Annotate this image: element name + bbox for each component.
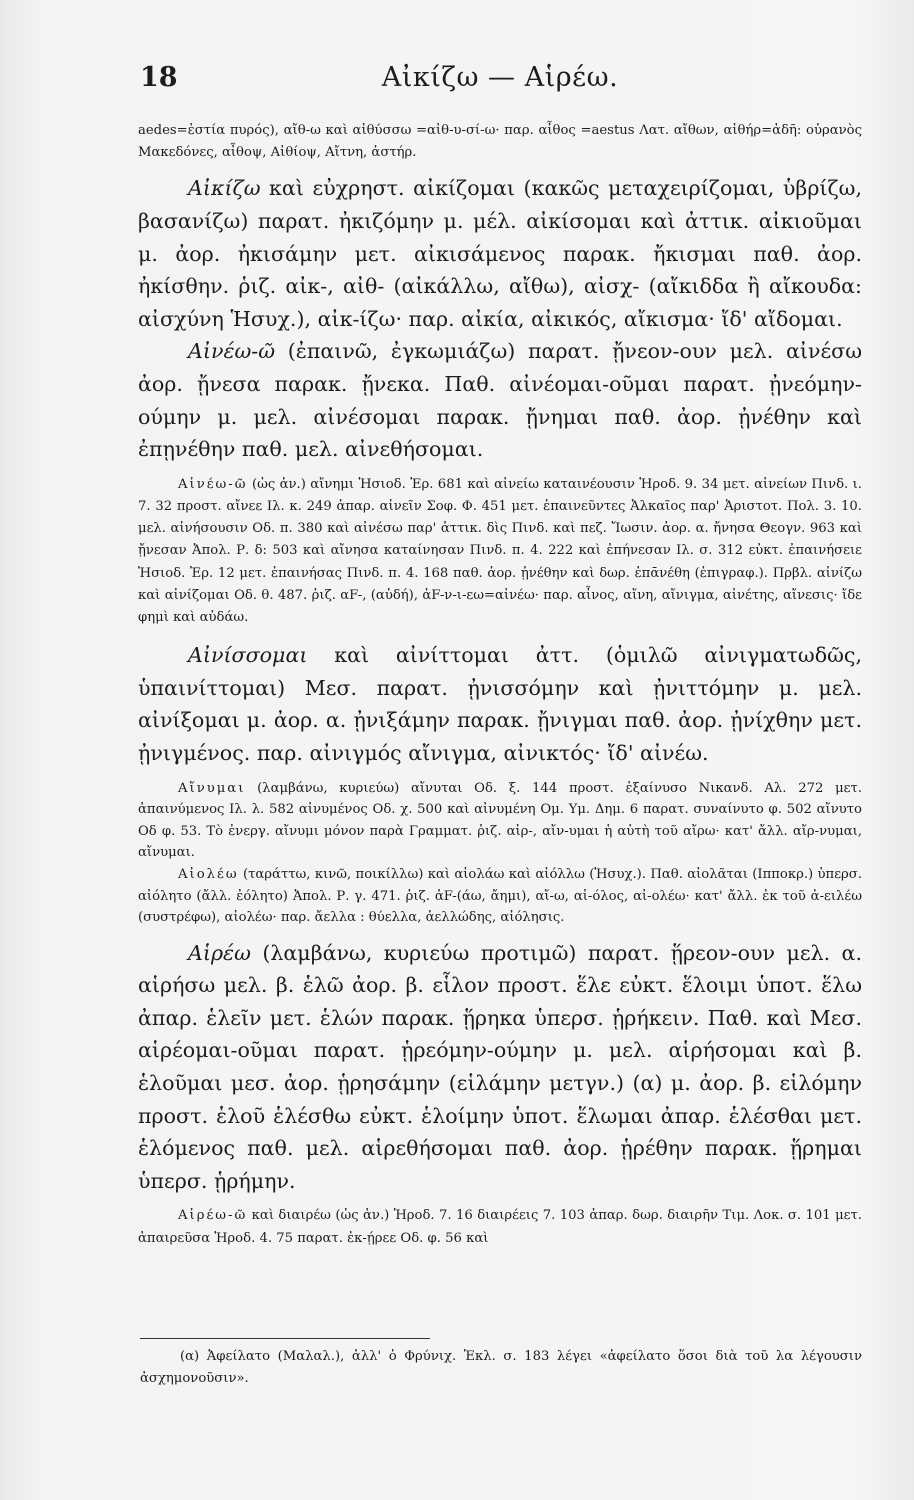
headword: Αἰκίζω	[188, 176, 261, 201]
entry-body: (ἐπαινῶ, ἐγκωμιάζω) παρατ. ᾔνεον-ουν μελ. αἰνέσω ἀορ. ᾔνεσα παρακ. ᾔνεκα. Παθ. αἰνέομαι-οῦμαι παρατ. ᾐνεόμην-ούμην μ. μελ. αἰνέσομαι παρακ. ᾔνημαι παθ. ἀορ. ᾐνέθην καὶ ἐπῃνέθην παθ. μελ. αἰνεθήσομαι.	[138, 339, 862, 462]
spacer	[138, 770, 862, 778]
citation-body: (ταράττω, κινῶ, ποικίλλω) καὶ αἰολάω καὶ αἰόλλω (Ἡσυχ.). Παθ. αἰολᾶται (Ιπποκρ.) ὑπερσ. αἰόλητο (ἄλλ. ἐόλητο) Ἀπολ. Ρ. γ. 471. ῥιζ. ἀF-(άω, ἄημι), αἴ-ω, αἰ-όλος, αἰ-ολέω· κατ' ἄλλ. ἐκ τοῦ ἀ-ειλέω (συστρέφω), αἰολέω· παρ. ἄελλα : θύελλα, ἀελλώδης, αἰόλησις.	[138, 866, 862, 926]
entry-aioleo	[138, 864, 862, 929]
spacer	[138, 164, 862, 172]
headword: Αἱρέω	[188, 940, 251, 965]
continuation-paragraph	[138, 120, 862, 164]
continuation-text: aedes=ἑστία πυρός), αἴθ-ω καὶ αἰθύσσω =αἰθ-υ-σί-ω· παρ. αἶθος =aestus Λατ. αἴθων, αἰθήρ=ἀδῆ: οὐρανὸς Μακεδόνες, αἶθοψ, Αἰθίοψ, Αἴτνη, ἀστήρ.	[138, 123, 862, 161]
entry-ainymai	[138, 778, 862, 864]
page-number: 18	[140, 62, 178, 93]
citation-body: (λαμβάνω, κυριεύω) αἴνυται Οδ. ξ. 144 προστ. ἐξαίνυσο Νικανδ. Αλ. 272 μετ. ἀπαινύμενος Ιλ. λ. 582 αἰνυμένος Οδ. χ. 500 καὶ αἰνυμένη Ομ. Υμ. Δημ. 6 παρατ. συναίνυτο φ. 502 αἴνυτο Οδ φ. 53. Τὸ ἐνεργ. αἴνυμι μόνον παρὰ Γραμματ. ῥιζ. αἰρ-, αἴν-υμαι ἡ αὐτὴ τοῦ αἴρω· κατ' ἄλλ. αἴρ-νυμαι, αἴνυμαι.	[138, 780, 862, 861]
running-head: Αἰκίζω — Αἱρέω.	[381, 62, 619, 93]
entry-body: (λαμβάνω, κυριεύω προτιμῶ) παρατ. ᾕρεον-ουν μελ. α. αἱρήσω μελ. β. ἑλῶ ἀορ. β. εἷλον προστ. ἕλε εὐκτ. ἕλοιμι ὑποτ. ἕλω ἀπαρ. ἑλεῖν μετ. ἑλών παρακ. ᾕρηκα ὑπερσ. ᾑρήκειν. Παθ. καὶ Μεσ. αἱρέομαι-οῦμαι παρατ. ᾑρεόμην-ούμην μ. μελ. αἱρήσομαι καὶ β. ἑλοῦμαι μεσ. ἀορ. ᾑρησάμην (εἱλάμην μετγν.) (α) μ. ἀορ. β. εἱλόμην προστ. ἑλοῦ ἑλέσθω εὐκτ. ἑλοίμην ὑποτ. ἕλωμαι ἀπαρ. ἑλέσθαι μετ. ἑλόμενος παθ. μελ. αἱρεθήσομαι παθ. ἀορ. ᾑρέθην παρακ. ᾕρημαι ὑπερσ. ᾑρήμην.	[138, 940, 862, 1193]
headword: Αἰνέω-ῶ	[188, 339, 276, 364]
headword: Αἰνίσσομαι	[188, 643, 308, 668]
citation-aineo	[138, 474, 862, 629]
entry-body: καὶ αἰνίττομαι ἀττ. (ὁμιλῶ αἰνιγματωδῶς, ὑπαινίττομαι) Μεσ. παρατ. ᾐνισσόμην καὶ ᾐνιττόμην μ. μελ. αἰνίξομαι μ. ἀορ. α. ᾐνιξάμην παρακ. ᾔνιγμαι παθ. ἀορ. ᾐνίχθην μετ. ᾐνιγμένος. παρ. αἰνιγμός αἴνιγμα, αἰνικτός· ἴδ' αἰνέω.	[138, 643, 862, 765]
spacer	[138, 1197, 862, 1205]
spacer	[138, 929, 862, 937]
entry-ainissomai	[138, 639, 862, 769]
spacer	[138, 629, 862, 639]
citation-lead: Αἰνέω-ῶ	[178, 476, 248, 492]
entry-body: καὶ εὐχρηστ. αἰκίζομαι (κακῶς μεταχειρίζομαι, ὑβρίζω, βασανίζω) παρατ. ἠκιζόμην μ. μέλ. αἰκίσομαι καὶ ἀττικ. αἰκιοῦμαι μ. ἀορ. ἠκισάμην μετ. αἰκισάμενος παρακ. ἤκισμαι παθ. ἀορ. ἠκίσθην. ῥιζ. αἰκ-, αἰθ- (αἰκάλλω, αἴθω), αἰσχ- (αἴκιδδα ἢ αἴκουδα: αἰσχύνη Ἡσυχ.), αἰκ-ίζω· παρ. αἰκία, αἰκικός, αἴκισμα· ἴδ' αἴδομαι.	[138, 176, 863, 331]
citation-body: καὶ διαιρέω (ὡς ἀν.) Ἡροδ. 7. 16 διαιρέεις 7. 103 ἀπαρ. δωρ. διαιρῆν Τιμ. Λοκ. σ. 101 μετ. ἀπαιρεῦσα Ἡροδ. 4. 75 παρατ. ἐκ-ῄρεε Οδ. φ. 56 καὶ	[138, 1208, 862, 1246]
footnote-rule	[140, 1338, 430, 1339]
citation-lead: Αἰολέω	[178, 866, 239, 882]
page-header	[140, 62, 860, 102]
entry-aikizo	[138, 172, 862, 335]
citation-lead: Αἱρέω-ῶ	[178, 1208, 248, 1224]
citation-haireo	[138, 1205, 862, 1249]
dictionary-entries	[138, 120, 862, 1250]
entry-aineo	[138, 335, 862, 465]
entry-haireo	[138, 937, 862, 1198]
citation-lead: Αἴνυμαι	[178, 780, 246, 796]
footnote: (α) Ἀφείλατο (Μαλαλ.), ἀλλ' ὁ Φρύνιχ. Ἐκλ. σ. 183 λέγει «ἀφείλατο ὅσοι διὰ τοῦ λα λέγουσιν ἀσχημονοῦσιν».	[140, 1349, 862, 1386]
spacer	[138, 466, 862, 474]
citation-body: (ὡς ἀν.) αἴνημι Ἡσιοδ. Ἐρ. 681 καὶ αἰνείω καταινέουσιν Ἡροδ. 9. 34 μετ. αἰνείων Πινδ. ι. 7. 32 προστ. αἴνεε Ιλ. κ. 249 ἀπαρ. αἰνεῖν Σοφ. Φ. 451 μετ. ἐπαινεῦντες Ἀλκαῖος παρ' Ἀριστοτ. Πολ. 3. 10. μελ. αἰνήσουσιν Οδ. π. 380 καὶ αἰνέσω παρ' ἀττικ. δὶς Πινδ. καὶ πεζ. Ἴωσιν. ἀορ. α. ἤνησα Θεογν. 963 καὶ ᾔνεσαν Ἀπολ. Ρ. δ: 503 καὶ αἴνησα καταίνησαν Πινδ. π. 4. 222 καὶ ἐπήνεσαν Ιλ. σ. 312 εὐκτ. ἐπαινήσειε Ἡσιοδ. Ἐρ. 12 μετ. ἐπαινήσας Πινδ. π. 4. 168 παθ. ἀορ. ᾐνέθην καὶ δωρ. ἐπᾱνέθη (ἐπιγραφ.). Πρβλ. αἰνίζω καὶ αἰνίζομαι Οδ. θ. 487. ῥιζ. αF-, (αὐδή), ἀF-ν-ι-εω=αἰνέω· παρ. αἶνος, αἴνη, αἴνιγμα, αἰνέτης, αἴνεσις· ἴδε φημὶ καὶ αὐδάω.	[138, 476, 862, 625]
